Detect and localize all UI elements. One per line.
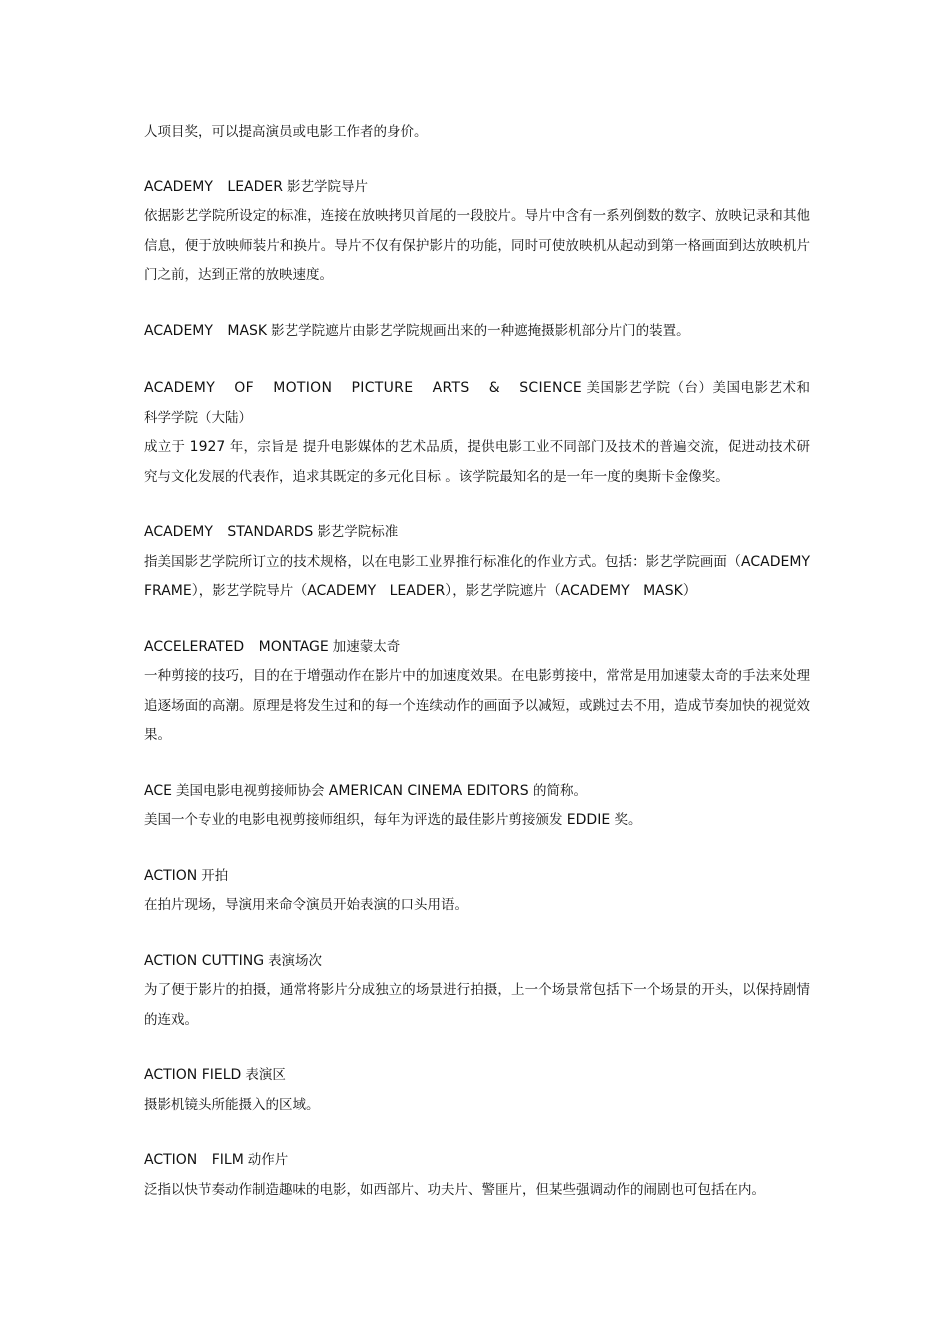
intro-text: 人项目奖，可以提高演员或电影工作者的身价。 [144, 124, 428, 140]
glossary-entry-academy-standards [144, 518, 810, 607]
entry-gloss: 加速蒙太奇 [332, 638, 401, 655]
entry-heading [144, 374, 810, 433]
body-text: ，影艺学院导片 [198, 583, 294, 599]
entry-heading [144, 518, 810, 548]
entry-heading [144, 777, 810, 807]
entry-term: ACTION CUTTING [144, 952, 265, 969]
entry-term: ACTION [144, 867, 198, 884]
founding-year: 1927 [189, 439, 226, 455]
entry-term: ACADEMY OF MOTION PICTURE ARTS & SCIENCE [144, 380, 583, 396]
entry-body: 泛指以快节奏动作制造趣味的电影，如西部片、功夫片、警匪片，但某些强调动作的闹剧也可包括在内。 [144, 1181, 765, 1198]
entry-gloss: 表演区 [245, 1067, 286, 1083]
entry-term: ACE [144, 782, 172, 799]
entry-heading [144, 173, 810, 203]
entry-term: ACCELERATED MONTAGE [144, 638, 329, 655]
glossary-entry-academy-leader [144, 173, 810, 291]
glossary-entry-action-cutting [144, 947, 810, 1036]
body-text: 年，宗旨是 提升电影媒体的艺术品质，提供电影工业不同部门及技术的普遍交流，促进动技术研究与文化发展的代表作，追求其既定的多元化目标 。该学院最知名的是一年一度的奥斯卡金像奖。 [144, 439, 811, 485]
glossary-entry-ace [144, 777, 810, 836]
entry-heading [144, 317, 810, 347]
body-text: 成立于 [144, 439, 186, 455]
entry-gloss: 影艺学院标准 [317, 524, 399, 540]
document-page [144, 118, 810, 1231]
entry-gloss: 表演场次 [268, 952, 323, 969]
entry-gloss: 动作片 [247, 1152, 289, 1168]
glossary-entry-action-field [144, 1061, 810, 1120]
body-text: 指美国影艺学院所订立的技术规格，以在电影工业界推行标准化的作业方式。包括：影艺学院画面 [144, 553, 727, 570]
glossary-entry-accelerated-montage [144, 633, 810, 751]
award-name: EDDIE [566, 812, 611, 828]
entry-body: 依据影艺学院所设定的标准，连接在放映拷贝首尾的一段胶片。导片中含有一系列倒数的数字、放映记录和其他信息，便于放映师装片和换片。导片不仅有保护影片的功能，同时可使放映机从起动到第一格画面到达放映机片门之前，达到正常的放映速度。 [144, 208, 810, 283]
entry-term: ACADEMY STANDARDS [144, 524, 314, 540]
entry-heading [144, 862, 810, 892]
cross-reference: （ACADEMY MASK） [546, 583, 697, 599]
entry-term: ACTION FILM [144, 1152, 244, 1168]
glossary-entry-action-film [144, 1146, 810, 1205]
entry-heading [144, 947, 810, 977]
entry-term: ACTION FIELD [144, 1067, 242, 1083]
body-text: 美国一个专业的电影电视剪接师组织，每年为评选的最佳影片剪接颁发 [144, 812, 563, 828]
entry-gloss: 美国电影电视剪接师协会 [175, 782, 325, 799]
entry-gloss: 美国影艺学院（台）美国电影艺术和科学学院（大陆） [144, 380, 811, 426]
entry-body: 一种剪接的技巧，目的在于增强动作在影片中的加速度效果。在电影剪接中，常常是用加速蒙太奇的手法来处理追逐场面的高潮。原理是将发生过和的每一个连续动作的画面予以减短，或跳过去不用，造成节奏加快的视觉效果。 [144, 668, 810, 743]
organization-name: AMERICAN CINEMA EDITORS [328, 782, 529, 799]
body-text: ，影艺学院遮片 [452, 583, 547, 599]
entry-gloss: 开拍 [201, 867, 229, 884]
entry-body [144, 548, 810, 607]
entry-body: 摄影机镜头所能摄入的区域。 [144, 1096, 320, 1113]
entry-gloss: 影艺学院遮片由影艺学院规画出来的一种遮掩摄影机部分片门的装置。 [271, 322, 690, 339]
entry-body: 为了便于影片的拍摄，通常将影片分成独立的场景进行拍摄，上一个场景常包括下一个场景的开头，以保持剧情的连戏。 [144, 982, 810, 1028]
entry-gloss: 影艺学院导片 [286, 178, 368, 195]
entry-body [144, 806, 810, 836]
entry-term: ACADEMY MASK [144, 322, 268, 339]
cross-reference: （ACADEMY LEADER） [293, 583, 453, 599]
glossary-entry-academy-mask [144, 317, 810, 347]
glossary-entry-action [144, 862, 810, 921]
cross-reference: （ACADEMY FRAME） [144, 553, 810, 599]
entry-heading [144, 633, 810, 663]
body-text: 奖。 [614, 812, 642, 828]
glossary-entry-academy-of-motion-picture [144, 374, 810, 492]
entry-body: 在拍片现场，导演用来命令演员开始表演的口头用语。 [144, 897, 468, 913]
entry-body [144, 433, 810, 492]
entry-heading [144, 1061, 810, 1091]
entry-gloss: 的简称。 [532, 782, 587, 799]
entry-heading [144, 1146, 810, 1176]
entry-term: ACADEMY LEADER [144, 178, 283, 195]
